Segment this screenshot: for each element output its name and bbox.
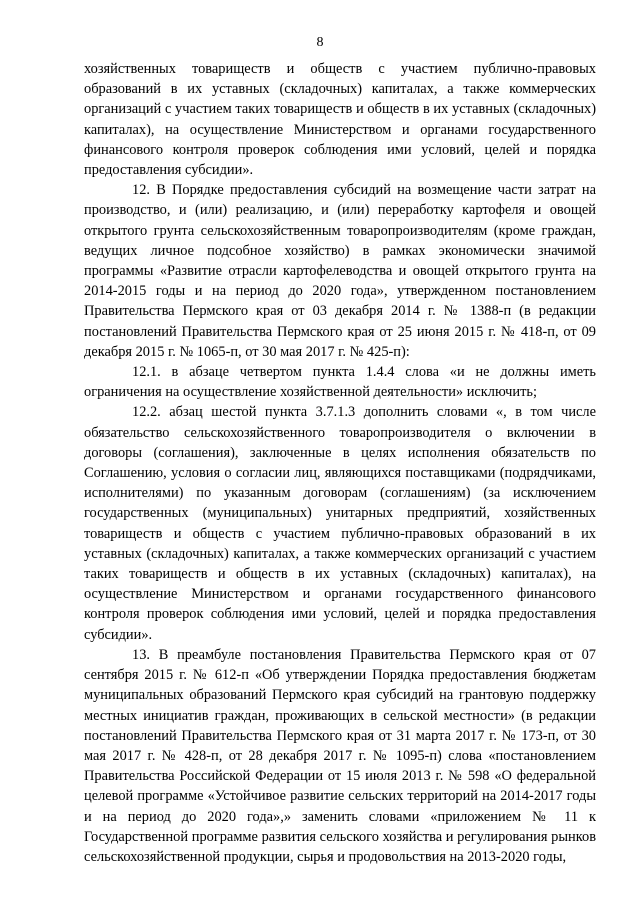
page-number: 8 <box>316 35 324 50</box>
paragraph-item-12-2: 12.2. абзац шестой пункта 3.7.1.3 дополнить словами «, в том числе обязательство сельскохозяйственного товаропроизводителя о включении в договоры (соглашения), заключенные в целях исполнения обязательств по Соглашению, условия о согласии лиц, являющихся поставщиками (подрядчиками, исполнителями) по указанным договорам (соглашениям) (за исключением государственных (муниципальных) унитарных предприятий, хозяйственных товариществ и обществ с участием публично-правовых образований в их уставных (складочных) капиталах, а также коммерческих организаций с участием таких товариществ и обществ в их уставных (складочных) капиталах), на осуществление Министерством и органами государственного финансового контроля проверок соблюдения ими условий, целей и порядка предоставления субсидии». <box>84 404 596 643</box>
paragraph-item-13: 13. В преамбуле постановления Правительства Пермского края от 07 сентября 2015 г. № 612-п «Об утверждении Порядка предоставления бюджетам муниципальных образований Пермского края субсидий на грантовую поддержку местных инициатив граждан, проживающих в сельской местности» (в редакции постановлений Правительства Пермского края от 31 марта 2017 г. № 173-п, от 30 мая 2017 г. № 428-п, от 28 декабря 2017 г. № 1095-п) слова «постановлением Правительства Российской Федерации от 15 июля 2013 г. № 598 «О федеральной целевой программе «Устойчивое развитие сельских территорий на 2014-2017 годы и на период до 2020 года»,» заменить словами «приложением № 11 к Государственной программе развития сельского хозяйства и регулирования рынков сельскохозяйственной продукции, сырья и продовольствия на 2013-2020 годы, <box>84 646 596 865</box>
paragraph-item-12: 12. В Порядке предоставления субсидий на возмещение части затрат на производство, и (или) реализацию, и (или) переработку картофеля и овощей открытого грунта сельскохозяйственным товаропроизводителям (кроме граждан, ведущих личное подсобное хозяйство) в рамках экономически значимой программы «Развитие отрасли картофелеводства и овощей открытого грунта на 2014-2015 годы и на период до 2020 года», утвержденном постановлением Правительства Пермского края от 03 декабря 2014 г. № 1388-п (в редакции постановлений Правительства Пермского края от 25 июня 2015 г. № 418-п, от 09 декабря 2015 г. № 1065-п, от 30 мая 2017 г. № 425-п): <box>84 182 596 360</box>
document-body <box>84 59 596 867</box>
paragraph-continuation: хозяйственных товариществ и обществ с участием публично-правовых образований в их уставных (складочных) капиталах, а также коммерческих организаций с участием таких товариществ и обществ в их уставных (складочных) капиталах), на осуществление Министерством и органами государственного финансового контроля проверок соблюдения ими условий, целей и порядка предоставления субсидии». <box>84 61 596 179</box>
paragraph-item-12-1: 12.1. в абзаце четвертом пункта 1.4.4 слова «и не должны иметь ограничения на осуществление хозяйственной деятельности» исключить; <box>84 364 596 401</box>
